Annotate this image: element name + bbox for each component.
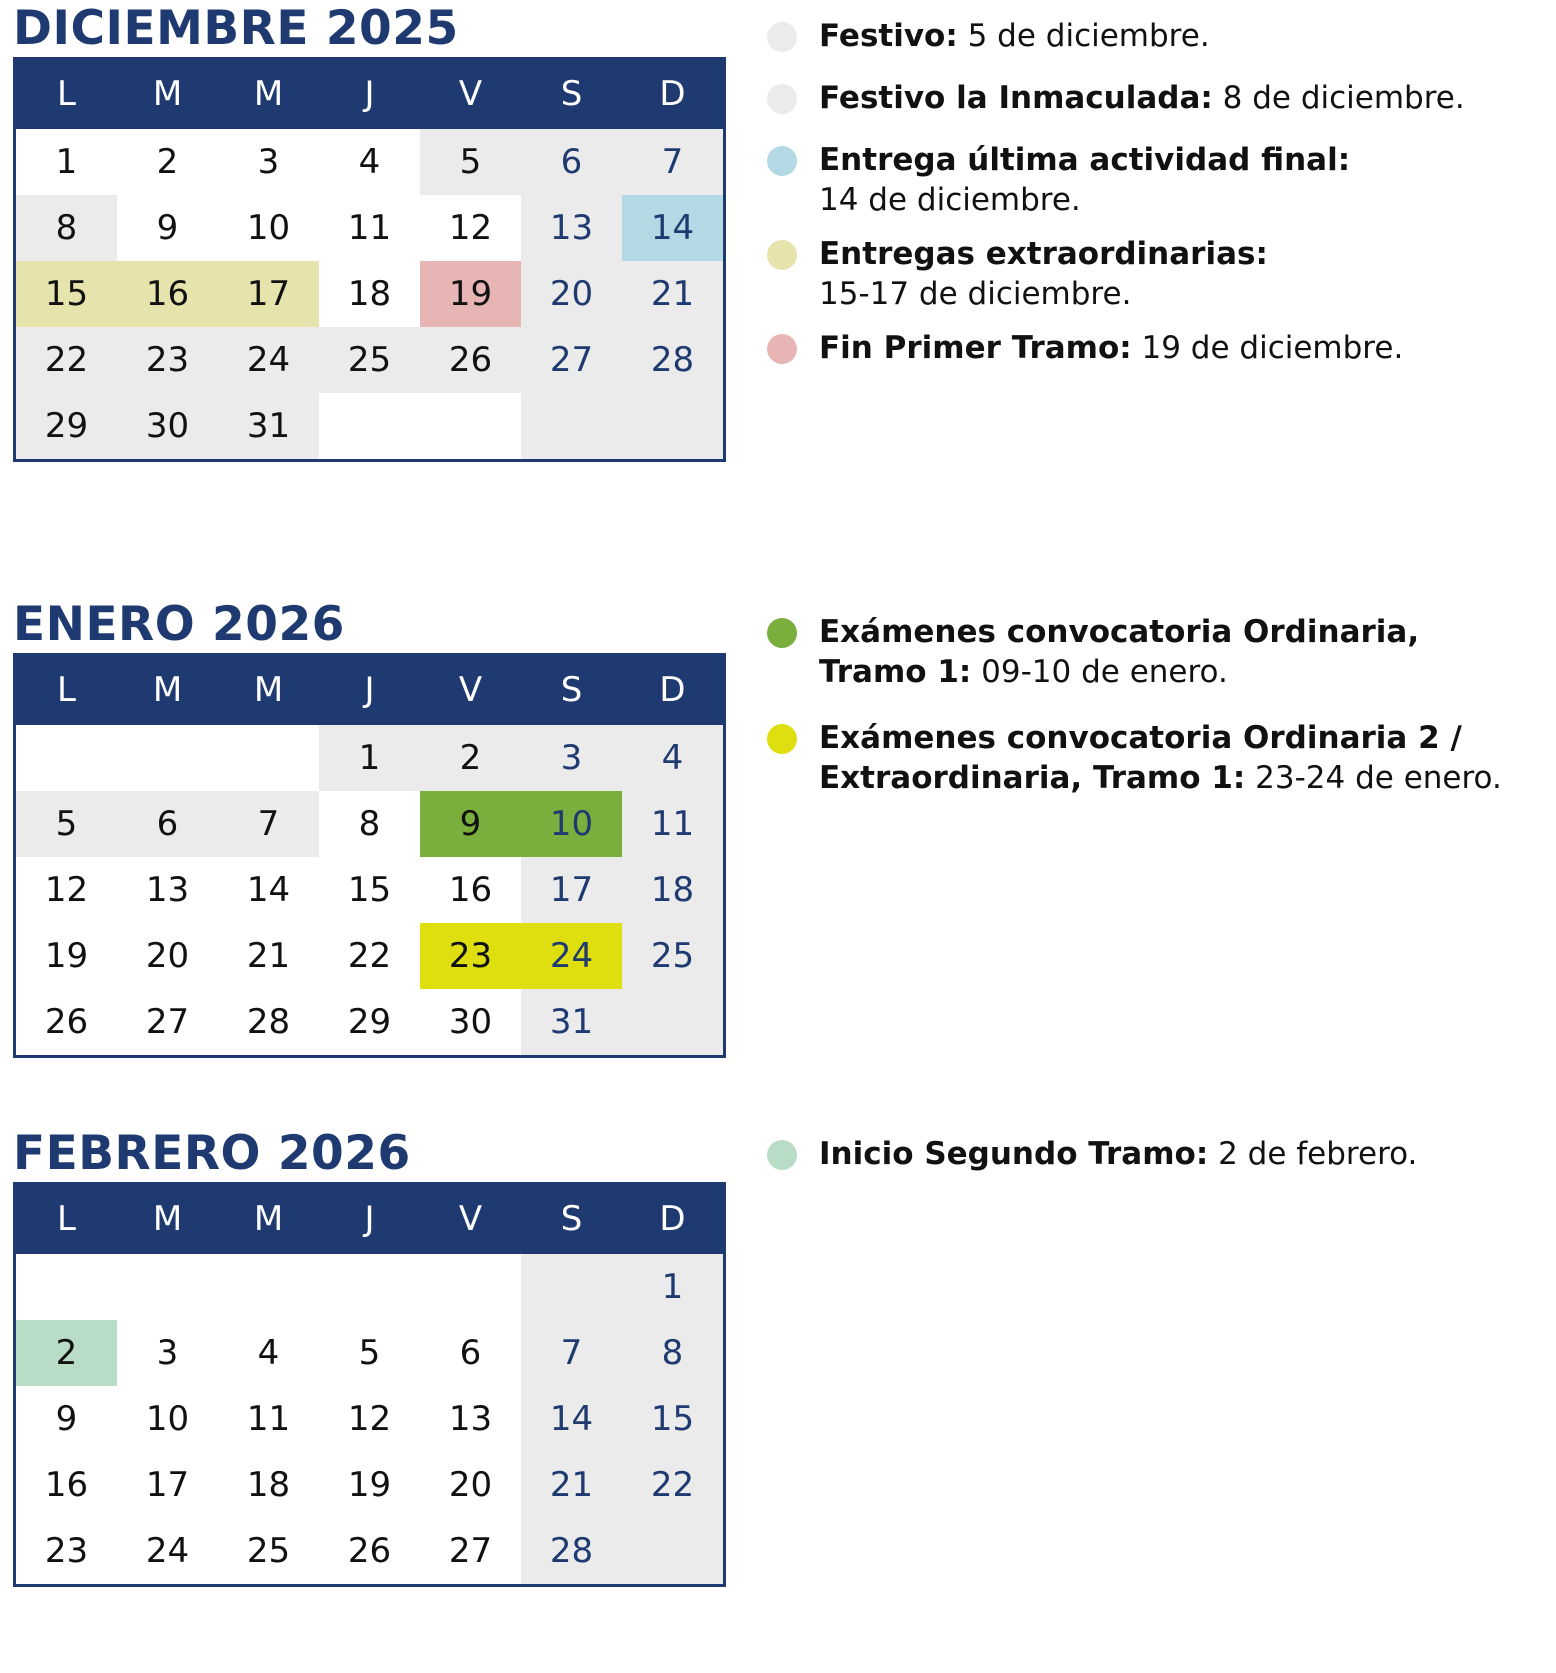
week-row [16,989,723,1055]
day-cell: 3 [218,129,319,195]
weekday-header: S [560,1199,583,1239]
day-cell: 23 [16,1518,117,1584]
legend-label: Exámenes convocatoria Ordinaria 2 / Extraordinaria, Tramo 1: [819,720,1462,796]
calendar-diciembre-2025 [13,0,726,462]
month-title: DICIEMBRE 2025 [13,1,459,56]
day-cell: 22 [16,327,117,393]
day-cell: 17 [521,857,622,923]
day-cell: 14 [622,195,723,261]
day-cell: 19 [420,261,521,327]
day-cell: 31 [521,989,622,1055]
day-cell: 14 [521,1386,622,1452]
day-cell: 22 [622,1452,723,1518]
day-cell: 24 [218,327,319,393]
weekday-header-row [16,60,723,129]
empty-day-cell [521,393,622,459]
weekday-header: J [364,1199,375,1239]
day-cell: 27 [521,327,622,393]
day-cell: 10 [117,1386,218,1452]
day-cell: 16 [16,1452,117,1518]
circle-icon [767,146,797,176]
week-row [16,791,723,857]
legend-text: 2 de febrero. [1208,1136,1418,1172]
calendar-grid [13,57,726,462]
weekday-header: D [659,670,686,710]
day-cell: 26 [420,327,521,393]
day-cell: 26 [16,989,117,1055]
weekday-header: M [253,1199,284,1239]
day-cell: 11 [319,195,420,261]
legend-label: Festivo la Inmaculada: [819,80,1213,116]
week-row [16,261,723,327]
circle-icon [767,618,797,648]
day-cell: 15 [16,261,117,327]
day-cell: 30 [117,393,218,459]
weekday-header: M [253,670,284,710]
weekday-header-row [16,656,723,725]
calendar-enero-2026 [13,596,726,1058]
day-cell: 3 [521,725,622,791]
day-cell: 8 [16,195,117,261]
weekday-header: J [364,670,375,710]
day-cell: 17 [117,1452,218,1518]
day-cell: 4 [218,1320,319,1386]
day-cell: 1 [16,129,117,195]
day-cell: 6 [420,1320,521,1386]
week-row [16,195,723,261]
day-cell: 7 [622,129,723,195]
day-cell: 10 [521,791,622,857]
legend-label: Fin Primer Tramo: [819,330,1132,366]
day-cell: 26 [319,1518,420,1584]
day-cell: 22 [319,923,420,989]
day-cell: 2 [420,725,521,791]
empty-day-cell [420,1254,521,1320]
circle-icon [767,1140,797,1170]
day-cell: 15 [319,857,420,923]
month-title: FEBRERO 2026 [13,1126,411,1181]
day-cell: 6 [117,791,218,857]
week-row [16,1518,723,1584]
day-cell: 2 [16,1320,117,1386]
day-cell: 29 [16,393,117,459]
day-cell: 1 [319,725,420,791]
weekday-header: M [152,74,183,114]
legend-item-extraordinarias [767,234,1537,314]
circle-icon [767,240,797,270]
weekday-header: V [458,74,483,114]
legend-text: 14 de diciembre. [819,182,1081,218]
weekday-header: L [57,74,76,114]
day-cell: 20 [521,261,622,327]
day-cell: 18 [218,1452,319,1518]
calendar-febrero-2026 [13,1125,726,1587]
calendar-body [16,129,723,459]
day-cell: 16 [420,857,521,923]
day-cell: 27 [117,989,218,1055]
weekday-header: L [57,670,76,710]
month-title: ENERO 2026 [13,597,345,652]
week-row [16,923,723,989]
day-cell: 12 [16,857,117,923]
day-cell: 17 [218,261,319,327]
legend-text: 23-24 de enero. [1245,760,1502,796]
legend-item-festivo [767,16,1537,56]
day-cell: 15 [622,1386,723,1452]
day-cell: 25 [319,327,420,393]
empty-day-cell [117,725,218,791]
day-cell: 20 [420,1452,521,1518]
calendar-body [16,1254,723,1584]
day-cell: 14 [218,857,319,923]
empty-day-cell [622,393,723,459]
day-cell: 20 [117,923,218,989]
day-cell: 21 [521,1452,622,1518]
legend-text: 19 de diciembre. [1131,330,1404,366]
day-cell: 12 [319,1386,420,1452]
day-cell: 8 [622,1320,723,1386]
legend-enero [767,612,1537,824]
empty-day-cell [420,393,521,459]
day-cell: 9 [420,791,521,857]
legend-item-segundo-tramo [767,1134,1537,1174]
weekday-header: M [152,670,183,710]
calendar-grid [13,653,726,1058]
day-cell: 13 [521,195,622,261]
day-cell: 21 [218,923,319,989]
legend-text: 09-10 de enero. [971,654,1228,690]
empty-day-cell [218,725,319,791]
legend-text: 15-17 de diciembre. [819,276,1132,312]
day-cell: 11 [622,791,723,857]
calendar-body [16,725,723,1055]
day-cell: 23 [117,327,218,393]
weekday-header: M [152,1199,183,1239]
day-cell: 28 [218,989,319,1055]
empty-day-cell [521,1254,622,1320]
day-cell: 28 [622,327,723,393]
day-cell: 12 [420,195,521,261]
weekday-header: L [57,1199,76,1239]
day-cell: 18 [622,857,723,923]
day-cell: 27 [420,1518,521,1584]
day-cell: 19 [319,1452,420,1518]
day-cell: 7 [218,791,319,857]
day-cell: 7 [521,1320,622,1386]
weekday-header: S [560,670,583,710]
weekday-header: V [458,1199,483,1239]
day-cell: 5 [420,129,521,195]
day-cell: 25 [218,1518,319,1584]
week-row [16,1254,723,1320]
day-cell: 19 [16,923,117,989]
day-cell: 5 [319,1320,420,1386]
day-cell: 24 [117,1518,218,1584]
legend-text: 5 de diciembre. [957,18,1210,54]
day-cell: 8 [319,791,420,857]
empty-day-cell [622,1518,723,1584]
empty-day-cell [16,725,117,791]
legend-item-entrega-final [767,140,1537,220]
empty-day-cell [622,989,723,1055]
day-cell: 3 [117,1320,218,1386]
legend-item-inmaculada [767,78,1537,118]
legend-item-ordinaria [767,612,1537,692]
legend-label: Entrega última actividad final: [819,142,1351,178]
day-cell: 13 [420,1386,521,1452]
day-cell: 5 [16,791,117,857]
weekday-header: S [560,74,583,114]
week-row [16,857,723,923]
weekday-header: M [253,74,284,114]
week-row [16,129,723,195]
day-cell: 23 [420,923,521,989]
day-cell: 28 [521,1518,622,1584]
legend-label: Festivo: [819,18,958,54]
day-cell: 2 [117,129,218,195]
legend-label: Entregas extraordinarias: [819,236,1268,272]
empty-day-cell [117,1254,218,1320]
day-cell: 25 [622,923,723,989]
weekday-header: D [659,1199,686,1239]
legend-diciembre [767,16,1537,390]
legend-item-fin-primer-tramo [767,328,1537,368]
day-cell: 24 [521,923,622,989]
day-cell: 11 [218,1386,319,1452]
empty-day-cell [218,1254,319,1320]
legend-febrero [767,1134,1537,1174]
empty-day-cell [16,1254,117,1320]
circle-icon [767,22,797,52]
day-cell: 1 [622,1254,723,1320]
weekday-header: V [458,670,483,710]
week-row [16,393,723,459]
legend-label: Inicio Segundo Tramo: [819,1136,1209,1172]
week-row [16,327,723,393]
day-cell: 29 [319,989,420,1055]
day-cell: 16 [117,261,218,327]
circle-icon [767,84,797,114]
day-cell: 4 [319,129,420,195]
legend-text: 8 de diciembre. [1212,80,1465,116]
weekday-header: J [364,74,375,114]
week-row [16,1320,723,1386]
day-cell: 9 [16,1386,117,1452]
week-row [16,725,723,791]
day-cell: 9 [117,195,218,261]
weekday-header: D [659,74,686,114]
circle-icon [767,724,797,754]
day-cell: 31 [218,393,319,459]
day-cell: 18 [319,261,420,327]
empty-day-cell [319,393,420,459]
day-cell: 13 [117,857,218,923]
calendar-grid [13,1182,726,1587]
day-cell: 4 [622,725,723,791]
week-row [16,1452,723,1518]
day-cell: 30 [420,989,521,1055]
weekday-header-row [16,1185,723,1254]
circle-icon [767,334,797,364]
legend-label: Exámenes convocatoria Ordinaria, Tramo 1: [819,614,1420,690]
day-cell: 10 [218,195,319,261]
week-row [16,1386,723,1452]
legend-item-ordinaria-2 [767,718,1537,798]
day-cell: 6 [521,129,622,195]
empty-day-cell [319,1254,420,1320]
day-cell: 21 [622,261,723,327]
